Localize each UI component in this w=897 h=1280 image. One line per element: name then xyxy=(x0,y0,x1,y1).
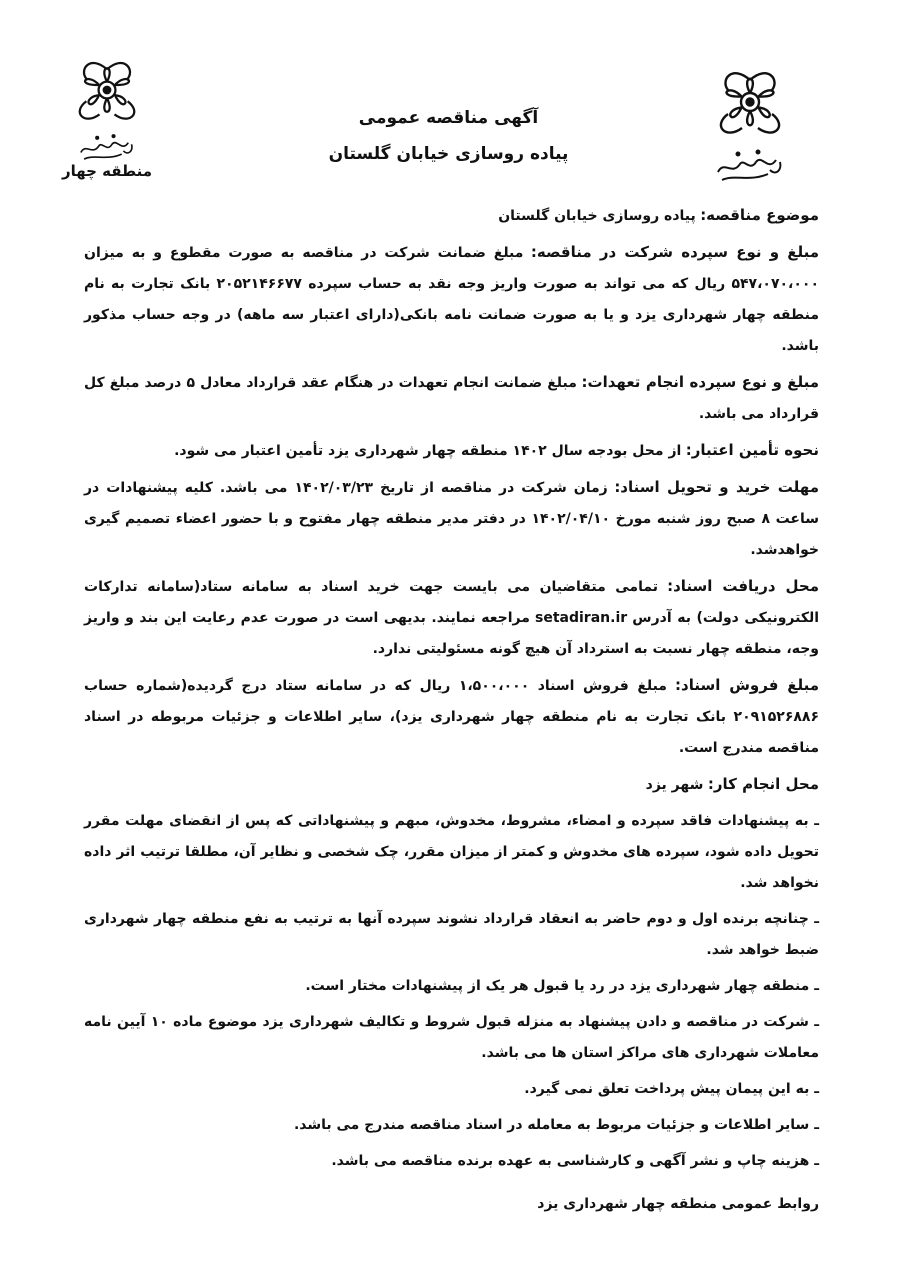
section-document-price xyxy=(84,670,819,764)
title-block xyxy=(0,100,897,172)
section-text: از محل بودجه سال ۱۴۰۲ منطقه چهار شهرداری یزد تأمین اعتبار می شود. xyxy=(174,443,682,459)
list-item: ـ چنانچه برنده اول و دوم حاضر به انعقاد قرارداد نشوند سپرده آنها به ترتیب به نفع منطقه چهار شهرداری ضبط خواهد شد. xyxy=(84,904,819,966)
conditions-list xyxy=(84,806,819,1177)
section-label: مبلغ و نوع سپرده شرکت در مناقصه: xyxy=(530,243,819,261)
list-item: ـ هزینه چاپ و نشر آگهی و کارشناسی به عهده برنده مناقصه می باشد. xyxy=(84,1146,819,1177)
list-item: ـ سایر اطلاعات و جزئیات مربوط به معامله در اسناد مناقصه مندرج می باشد. xyxy=(84,1110,819,1141)
page-title: آگهی مناقصه عمومی xyxy=(358,108,539,128)
section-text: زمان شرکت در مناقصه از تاریخ ۱۴۰۲/۰۳/۲۳ می باشد. کلیه پیشنهادات در ساعت ۸ صبح روز شنبه مورخ ۱۴۰۲/۰۴/۱۰ در دفتر مدیر منطقه چهار مفتوح و با حضور اعضاء تصمیم گیری خواهدشد. xyxy=(84,480,820,558)
section-text: شهر یزد xyxy=(645,777,704,793)
list-item: ـ به این پیمان پیش پرداخت تعلق نمی گیرد. xyxy=(84,1074,819,1105)
section-deadline xyxy=(84,472,819,566)
section-label: محل دریافت اسناد: xyxy=(667,577,819,595)
section-label: محل انجام کار: xyxy=(707,775,819,793)
list-item: ـ به پیشنهادات فاقد سپرده و امضاء، مشروط، مخدوش، مبهم و پیشنهاداتی که پس از انقضای مهلت مقرر تحویل داده شود، سپرده های مخدوش و کمتر از میزان مقرر، چک شخصی و نظایر آن، مطلقا ترتیب اثر داده نخواهد شد. xyxy=(84,806,819,899)
notice-body xyxy=(84,200,819,1220)
section-bid-deposit xyxy=(84,237,819,362)
section-label: موضوع مناقصه: xyxy=(700,206,819,224)
section-text: مبلغ ضمانت شرکت در مناقصه به صورت مقطوع و به میزان ۵۴۷،۰۷۰،۰۰۰ ریال که می تواند به صورت واریز وجه نقد به حساب سپرده ۲۰۵۲۱۴۶۶۷۷ بانک تجارت به نام منطقه چهار شهرداری یزد و یا به صورت ضمانت نامه بانکی(دارای اعتبار سه ماهه) در وجه حساب مذکور باشد. xyxy=(84,245,819,354)
page-subtitle: پیاده روسازی خیابان گلستان xyxy=(328,144,569,164)
section-work-location xyxy=(84,769,819,801)
section-documents-location xyxy=(84,571,819,665)
section-text: تمامی متقاضیان می بایست جهت خرید اسناد به سامانه ستاد(سامانه تدارکات الکترونیکی دولت) به آدرس xyxy=(84,579,820,626)
section-text: مبلغ ضمانت انجام تعهدات در هنگام عقد قرارداد معادل ۵ درصد مبلغ کل قرارداد می باشد. xyxy=(84,375,819,422)
section-text-continued: مراجعه نمایند. بدیهی است در صورت عدم رعایت این بند و واریز وجه، منطقه چهار نسبت به استرداد آن هیچ گونه مسئولیتی ندارد. xyxy=(84,610,819,657)
section-performance-deposit xyxy=(84,367,819,430)
section-label: مبلغ فروش اسناد: xyxy=(675,676,819,694)
setadiran-link[interactable]: setadiran.ir xyxy=(535,610,628,626)
section-text: مبلغ فروش اسناد ۱،۵۰۰،۰۰۰ ریال که در سامانه ستاد درج گردیده(شماره حساب ۲۰۹۱۵۲۶۸۸۶ بانک تجارت به نام منطقه چهار شهرداری یزد)، سایر اطلاعات و جزئیات مربوطه در اسناد مناقصه مندرج است. xyxy=(84,678,819,756)
section-label: مبلغ و نوع سپرده انجام تعهدات: xyxy=(581,373,819,391)
list-item: ـ منطقه چهار شهرداری یزد در رد یا قبول هر یک از پیشنهادات مختار است. xyxy=(84,971,819,1002)
section-subject xyxy=(84,200,819,232)
list-item: ـ شرکت در مناقصه و دادن پیشنهاد به منزله قبول شروط و تکالیف شهرداری یزد موضوع ماده ۱۰ آیین نامه معاملات شهرداری های مراکز استان ها می باشد. xyxy=(84,1007,819,1069)
district-caption: منطقه چهار xyxy=(61,162,153,180)
section-funding xyxy=(84,435,819,467)
section-text: پیاده روسازی خیابان گلستان xyxy=(498,208,696,224)
section-label: نحوه تأمین اعتبار: xyxy=(685,441,819,459)
section-label: مهلت خرید و تحویل اسناد: xyxy=(614,478,819,496)
signature: روابط عمومی منطقه چهار شهرداری یزد xyxy=(537,1196,819,1212)
